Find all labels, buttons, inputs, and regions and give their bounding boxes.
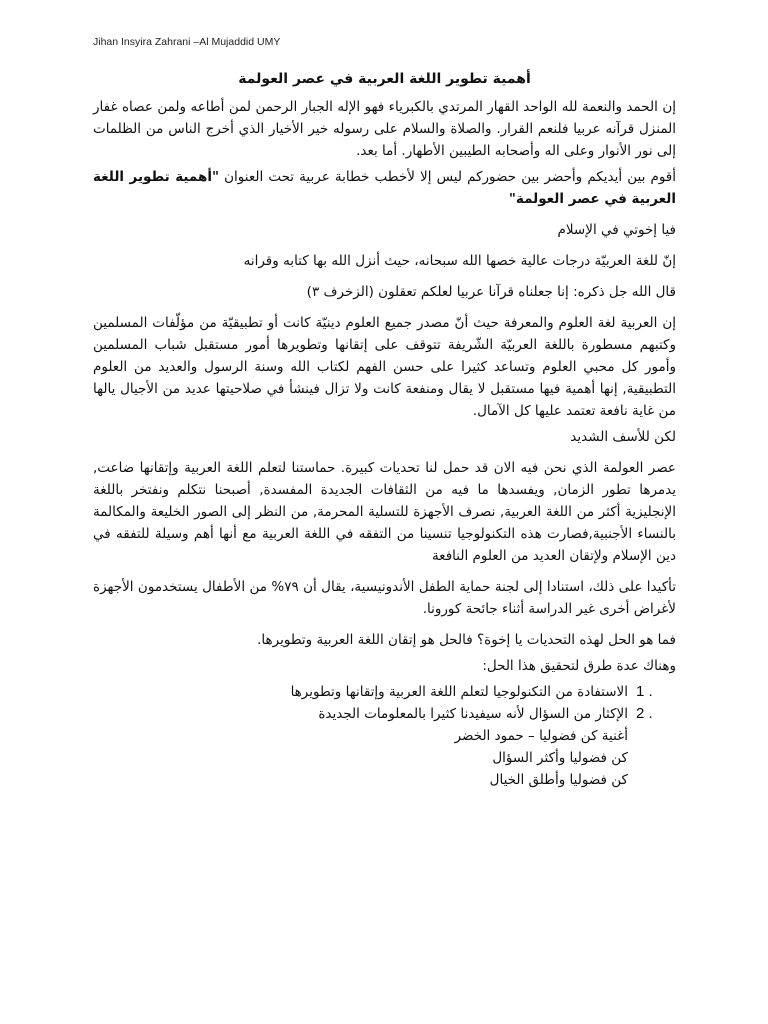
paragraph-status: إنّ للغة العربيّة درجات عالية خصها الله سبحانه، حيث أنزل الله بها كتابه وقرانه — [243, 253, 676, 269]
document-body — [93, 68, 676, 791]
paragraph-regret: لكن للأسف الشديد — [570, 429, 676, 445]
document-title: أهمية تطوير اللغة العربية في عصر العولمة — [238, 71, 531, 87]
paragraph-topic-text: أقوم بين أيديكم وأحضر بين حضوركم ليس إلا لأخطب خطابة عربية تحت العنوان — [219, 169, 676, 185]
list-item — [93, 703, 676, 725]
song-line: كن فضوليا وأكثر السؤال — [492, 750, 628, 766]
topic-title: "أهمية تطوير اللغة العربية في عصر العولمة" — [93, 169, 676, 207]
paragraph-statistics: تأكيدا على ذلك، استنادا إلى لجنة حماية الطفل الأندونيسية، يقال أن ٧٩% من الأطفال يستخدمون الأجهزة لأغراض أخرى غير الدراسة أثناء جائحة كورونا. — [93, 579, 677, 617]
song-lyrics — [93, 725, 676, 791]
song-line: كن فضوليا وأطلق الخيال — [489, 772, 628, 788]
paragraph-globalization: عصر العولمة الذي نحن فيه الان قد حمل لنا تحديات كبيرة. حماستنا لتعلم اللغة العربية وإتقانها ضاعت, يدمرها تطور الزمان, ويفسدها ما فيه من الثقافات الجديدة المفسدة, أصبحنا نتكلم ونفتخر باللغة الإنجليزية أكثر من اللغة العربية, نصرف الأجهزة للتسلية المحرمة, من النظر إلى الصور الخليعة والمكالمة بالنساء الأجنبية,فصارت هذه التكنولوجيا تنسينا من التفقه في اللغة العربية مع أنها أهم وسيلة للتفقه في دين الإسلام ولإتقان العديد من العلوم النافعة — [93, 460, 676, 564]
paragraph-address: فيا إخوتي في الإسلام — [557, 222, 676, 238]
paragraph-importance: إن العربية لغة العلوم والمعرفة حيث أنّ مصدر جميع العلوم دينيّة كانت أو تطبيقيّة من مؤلّفات المسلمين وكتبهم مسطورة باللغة العربيّة الشّريفة تتوقف على إتقانها وتطويرها أمور مستقبل شباب المسلمين وأمور كل محبي العلوم وتساعد كثيرا على حسن الفهم لكتاب الله وسنة الرسول والعديد من العلوم التطبيقية, إنها أهمية فيها مستقبل لا يقال ومنفعة كانت ولا تزال فينشأ في صلاحيتها عديد من الأجيال يالها من غاية نافعة تعتمد عليها كل الآمال. — [93, 315, 676, 419]
paragraph-topic — [93, 166, 676, 210]
paragraph-opening: إن الحمد والنعمة لله الواحد القهار المرتدي بالكبرياء فهو الإله الجبار الرحمن لمن أطاعه ولمن عصاه غفار المنزل قرآنه عربيا فلنعم القرار. والصلاة والسلام على رسوله خير الأخيار الذي أخرج الناس من الظلمات إلى نور الأنوار وعلى اله وأصحابه الطيبين الأطهار. أما بعد. — [93, 99, 676, 159]
list-item — [93, 681, 676, 703]
song-title-line: أغنية كن فضوليا – حمود الخضر — [454, 728, 628, 744]
methods-list — [93, 681, 676, 725]
paragraph-solution: فما هو الحل لهذه التحديات يا إخوة؟ فالحل هو إتقان اللغة العربية وتطويرها. — [257, 632, 676, 648]
list-item-text: الاستفادة من التكنولوجيا لتعلم اللغة العربية وإتقانها وتطويرها — [290, 684, 628, 700]
paragraph-methods: وهناك عدة طرق لتحقيق هذا الحل: — [482, 658, 676, 674]
list-item-text: الإكثار من السؤال لأنه سيفيدنا كثيرا بالمعلومات الجديدة — [318, 706, 628, 722]
paragraph-quran-quote: قال الله جل ذكره: إنا جعلناه قرآنا عربيا لعلكم تعقلون (الزخرف ٣) — [306, 284, 676, 300]
page-header-author: Jihan Insyira Zahrani –Al Mujaddid UMY — [93, 36, 281, 48]
list-item-number: 2 . — [636, 705, 653, 722]
list-item-number: 1 . — [636, 683, 653, 700]
